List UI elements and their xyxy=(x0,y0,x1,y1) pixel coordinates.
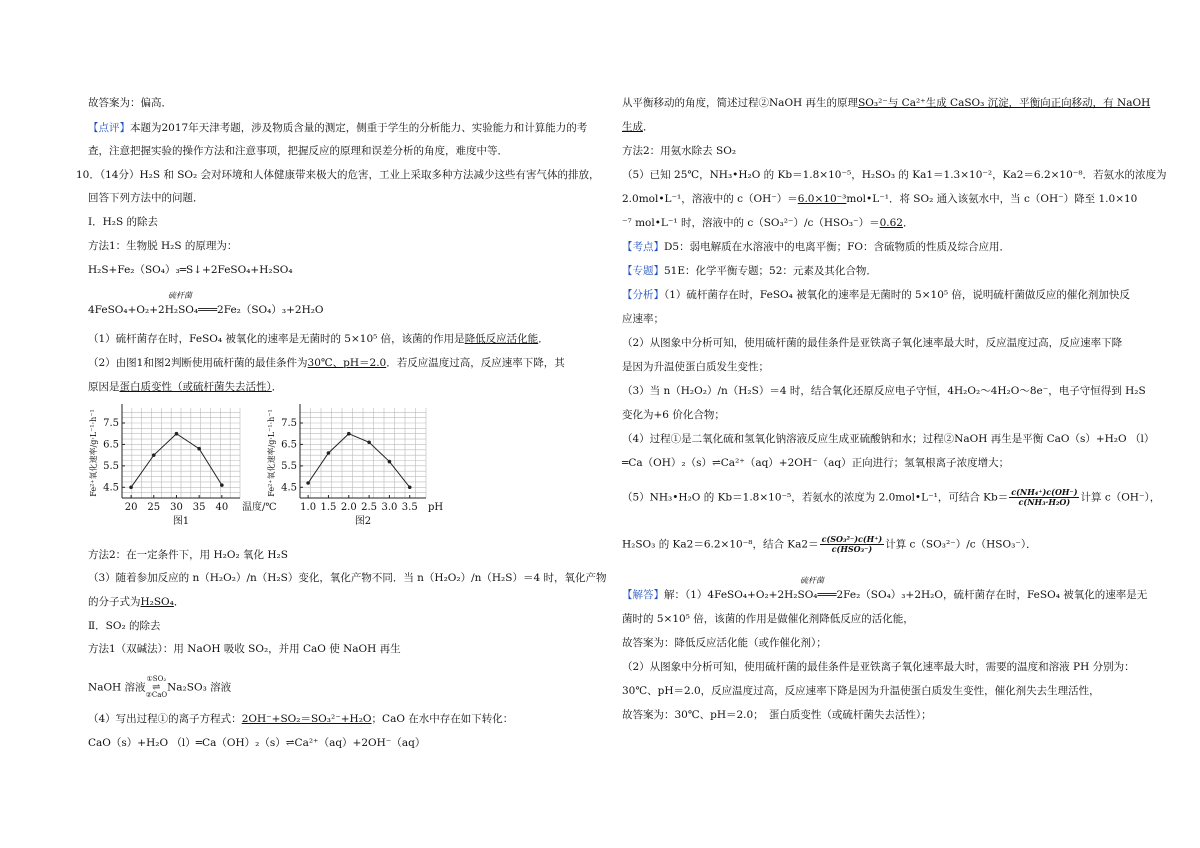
scheme-step-1: ①SO₂ xyxy=(146,675,167,683)
q5-end: ． xyxy=(902,217,914,229)
y-axis-label: Fe²⁺氧化速率/g·L⁻¹·h⁻¹ xyxy=(89,409,98,497)
kb-text: （5）NH₃•H₂O 的 Kb＝1.8×10⁻⁵，若氨水的浓度为 2.0mol•L⁻¹，可结合 Kb＝ xyxy=(622,491,1009,504)
answer-line: 故答案为：偏高． xyxy=(88,97,172,109)
x-tick-label: 1.5 xyxy=(320,502,337,513)
solution-line-2: 菌时的 5×10⁵ 倍，该菌的作用是做催化剂降低反应的活化能， xyxy=(622,613,914,625)
double-alkali-scheme xyxy=(88,676,231,699)
question-3-answer-line xyxy=(88,595,184,609)
analysis-line-7: （4）过程①是二氧化硫和氢氧化钠溶液反应生成亚硫酸钠和水；过程②NaOH 再生是平衡 CaO（s）+H₂O （l） xyxy=(622,433,1155,445)
y-tick-label: 5.5 xyxy=(103,460,119,472)
question-4 xyxy=(88,712,513,726)
method-2-text: 方法2：在一定条件下，用 H₂O₂ 氧化 H₂S xyxy=(88,549,288,561)
regen-period: ． xyxy=(643,121,654,133)
y-tick-label: 7.5 xyxy=(103,418,119,429)
analysis-line-4: 是因为升温使蛋白质发生变性； xyxy=(622,361,769,373)
y-tick-label: 6.5 xyxy=(103,439,119,451)
question-1 xyxy=(88,332,549,346)
figure-1-chart xyxy=(88,400,277,534)
scheme-step-2: ②CaO xyxy=(145,691,168,699)
analysis-tag: 【分析】 xyxy=(622,289,664,301)
zhuanti-line xyxy=(622,264,877,278)
comment-line-2: 查，注意把握实验的操作方法和注意事项，把握反应的原理和误差分析的角度，难度中等． xyxy=(88,145,508,157)
x-tick-label: 30 xyxy=(170,502,183,513)
q2-answer: 30℃、pH＝2.0 xyxy=(307,357,387,369)
method-2-ammonia: 方法2：用氨水除去 SO₂ xyxy=(622,145,737,157)
q3-end: ． xyxy=(173,596,185,608)
q4-text: （4）写出过程①的离子方程式： xyxy=(88,713,242,725)
analysis-line-8: ═Ca（OH）₂（s）⇌Ca²⁺（aq）+2OH⁻（aq）正向进行；氢氧根离子浓度增大； xyxy=(622,457,1010,469)
q5-answer-1: 6.0×10⁻³ xyxy=(797,193,847,205)
data-point xyxy=(175,432,179,436)
ka2-fraction xyxy=(820,535,885,554)
y-tick-label: 7.5 xyxy=(281,418,297,429)
question-5-line-3 xyxy=(622,216,913,230)
figure-2-chart xyxy=(266,400,446,534)
scheme-left: NaOH 溶液 xyxy=(88,681,146,694)
question-10-header: 10．（14分）H₂S 和 SO₂ 会对环境和人体健康带来极大的危害，工业上采取多种方法减少这些有害气体的排放， xyxy=(76,169,600,181)
kb-numerator: c(NH₄⁺)c(OH⁻) xyxy=(1011,487,1078,497)
comment-line xyxy=(88,121,587,135)
x-tick-label: 1.0 xyxy=(300,502,317,513)
x-tick-label: 35 xyxy=(192,502,206,513)
x-tick-label: 20 xyxy=(124,502,138,513)
section-ii-title: Ⅱ．SO₂ 的除去 xyxy=(88,620,161,632)
chart-title: 图2 xyxy=(354,516,372,527)
data-point xyxy=(408,485,412,489)
q3-text: 的分子式为 xyxy=(88,596,141,608)
analysis-line-6: 变化为+6 价化合物； xyxy=(622,409,725,421)
x-tick-label: 3.0 xyxy=(381,502,398,513)
question-5: （5）已知 25℃，NH₃•H₂O 的 Kb＝1.8×10⁻⁵，H₂SO₃ 的 Ka1＝1.3×10⁻²，Ka2＝6.2×10⁻⁸．若氨水的浓度为 xyxy=(622,169,1167,181)
data-point xyxy=(367,440,371,444)
comment-tag: 【点评】 xyxy=(88,122,130,134)
q4-answer: 2OH⁻+SO₂＝SO₃²⁻+H₂O xyxy=(241,713,372,725)
x-tick-label: 25 xyxy=(147,502,161,513)
x-axis-label: pH xyxy=(428,502,444,513)
y-tick-label: 5.5 xyxy=(281,460,297,472)
regen-answer: SO₃²⁻与 Ca²⁺生成 CaSO₃ 沉淀，平衡向正向移动，有 NaOH xyxy=(858,97,1151,109)
method-1-text: 方法1：生物脱 H₂S 的原理为： xyxy=(88,240,238,252)
data-point xyxy=(327,451,331,455)
data-point xyxy=(306,481,310,485)
solution-text: 解：（1）4FeSO₄+O₂+2H₂SO₄═══2Fe₂（SO₄）₃+2H₂O，硫杆菌存在时，FeSO₄ 被氧化的速率是无 xyxy=(664,589,1148,601)
zhuanti-text: 51E：化学平衡专题；52：元素及其化合物． xyxy=(664,265,877,277)
y-axis-label: Fe²⁺氧化速率/g·L⁻¹·h⁻¹ xyxy=(267,409,276,497)
zhuanti-tag: 【专题】 xyxy=(622,265,664,277)
x-tick-label: 40 xyxy=(215,502,229,513)
double-alkali-text: 方法1（双碱法）：用 NaOH 吸收 SO₂，并用 CaO 使 NaOH 再生 xyxy=(88,643,401,655)
data-point xyxy=(220,483,224,487)
kaodian-text: D5：弱电解质在水溶液中的电离平衡；FO：含硫物质的性质及综合应用． xyxy=(664,241,1010,253)
y-tick-label: 4.5 xyxy=(103,482,119,494)
equation-2: 4FeSO₄+O₂+2H₂SO₄═══2Fe₂（SO₄）₃+2H₂O xyxy=(88,304,324,316)
q4-text-b: ；CaO 在水中存在如下转化： xyxy=(371,713,514,725)
ka2-text-b: 计算 c（SO₃²⁻）/c（HSO₃⁻）． xyxy=(885,538,1037,551)
analysis-ka2-formula xyxy=(622,535,1037,554)
solution-tag: 【解答】 xyxy=(622,589,664,601)
x-axis-label: 温度/℃ xyxy=(242,502,277,513)
scheme-equilibrium: ⇌ xyxy=(152,682,161,693)
scheme-right: Na₂SO₃ 溶液 xyxy=(167,681,232,694)
regen-text: 从平衡移动的角度，简述过程②NaOH 再生的原理 xyxy=(622,97,859,109)
x-tick-label: 2.5 xyxy=(361,502,378,513)
analysis-text: （1）硫杆菌存在时，FeSO₄ 被氧化的速率是无菌时的 5×10⁵ 倍，说明硫杆菌做反应的催化剂加快反 xyxy=(664,289,1130,301)
q2-text: （2）由图1和图2判断使用硫杆菌的最佳条件为 xyxy=(88,357,308,369)
question-5-line-2 xyxy=(622,192,1137,206)
q2-reason-end: ． xyxy=(271,381,283,393)
ka2-numerator: c(SO₃²⁻)c(H⁺) xyxy=(821,534,883,544)
question-2 xyxy=(88,356,565,370)
q2-text-b: ．若反应温度过高，反应速率下降，其 xyxy=(386,357,565,369)
analysis-line-2: 应速率； xyxy=(622,313,664,325)
kaodian-tag: 【考点】 xyxy=(622,241,664,253)
regen-principle xyxy=(622,96,1150,110)
q2-reason-answer: 蛋白质变性（或硫杆菌失去活性） xyxy=(119,381,272,393)
analysis-line-5: （3）当 n（H₂O₂）/n（H₂S）＝4 时，结合氧化还原反应电子守恒，4H₂O₂～4H₂O～8e⁻，电子守恒得到 H₂S xyxy=(622,385,1146,397)
q2-reason-text: 原因是 xyxy=(88,381,120,393)
kb-text-b: 计算 c（OH⁻）， xyxy=(1080,491,1161,504)
ka2-denominator: c(HSO₃⁻) xyxy=(831,544,873,554)
analysis-line-3: （2）从图象中分析可知，使用硫杆菌的最佳条件是亚铁离子氧化速率最大时，反应温度过高，反应速率下降 xyxy=(622,337,1123,349)
comment-text: 本题为2017年天津考题，涉及物质含量的测定，侧重于学生的分析能力、实验能力和计算能力的考 xyxy=(130,122,588,134)
question-10-header-2: 回答下列方法中的问题． xyxy=(88,192,204,204)
analysis-line xyxy=(622,288,1130,302)
q5-text-b: mol•L⁻¹．将 SO₂ 通入该氨水中，当 c（OH⁻）降至 1.0×10 xyxy=(846,193,1138,205)
analysis-kb-formula xyxy=(622,488,1160,507)
q5-text-c: ⁻⁷ mol•L⁻¹ 时，溶液中的 c（SO₃²⁻）/c（HSO₃⁻）＝ xyxy=(622,217,880,229)
cao-equilibrium: CaO（s）+H₂O （l）═Ca（OH）₂（s）⇌Ca²⁺（aq）+2OH⁻（aq） xyxy=(88,737,426,749)
y-tick-label: 6.5 xyxy=(281,439,297,451)
data-point xyxy=(197,447,201,451)
catalyst-label: 硫杆菌 xyxy=(168,291,192,300)
regen-principle-2 xyxy=(622,120,654,134)
section-i-title: Ⅰ．H₂S 的除去 xyxy=(88,216,159,228)
q1-answer: 降低反应活化能 xyxy=(464,333,539,345)
y-tick-label: 4.5 xyxy=(281,482,297,494)
x-tick-label: 2.0 xyxy=(340,502,357,513)
kb-denominator: c(NH₃·H₂O) xyxy=(1018,497,1071,507)
q5-text: 2.0mol•L⁻¹，溶液中的 c（OH⁻）＝ xyxy=(622,193,798,205)
q1-text: （1）硫杆菌存在时，FeSO₄ 被氧化的速率是无菌时的 5×10⁵ 倍，该菌的作用是 xyxy=(88,333,465,345)
solution-line-4: （2）从图象中分析可知，使用硫杆菌的最佳条件是亚铁离子氧化速率最大时，需要的温度和溶液 PH 分别为： xyxy=(622,661,1135,673)
scheme-arrow xyxy=(146,676,168,699)
q3-answer: H₂SO₄ xyxy=(140,596,174,608)
q5-answer-2: 0.62 xyxy=(879,217,903,229)
chart-title: 图1 xyxy=(172,516,190,527)
solution-line-3: 故答案为：降低反应活化能（或作催化剂）； xyxy=(622,637,827,649)
solution-line-5: 30℃、pH＝2.0，反应温度过高，反应速率下降是因为升温使蛋白质发生变性，催化剂失去生理活性， xyxy=(622,685,1100,697)
question-2-reason xyxy=(88,380,282,394)
ka2-text: H₂SO₃ 的 Ka2＝6.2×10⁻⁸，结合 Ka2＝ xyxy=(622,538,819,551)
data-point xyxy=(129,485,133,489)
kaodian-line xyxy=(622,240,1010,254)
kb-fraction xyxy=(1009,488,1079,507)
regen-answer-end: 生成 xyxy=(622,121,643,133)
solution-line xyxy=(622,588,1147,602)
q1-end: ． xyxy=(538,333,549,345)
data-point xyxy=(347,432,351,436)
data-point xyxy=(152,453,156,457)
solution-line-6: 故答案为：30℃、pH＝2.0； 蛋白质变性（或硫杆菌失去活性）； xyxy=(622,709,932,721)
x-tick-label: 3.5 xyxy=(401,502,418,513)
question-3: （3）随着参加反应的 n（H₂O₂）/n（H₂S）变化，氧化产物不同．当 n（H₂O₂）/n（H₂S）＝4 时，氧化产物 xyxy=(88,572,607,584)
catalyst-label-2: 硫杆菌 xyxy=(800,576,824,585)
data-point xyxy=(388,460,392,464)
equation-1: H₂S+Fe₂（SO₄）₃═S↓+2FeSO₄+H₂SO₄ xyxy=(88,264,293,276)
